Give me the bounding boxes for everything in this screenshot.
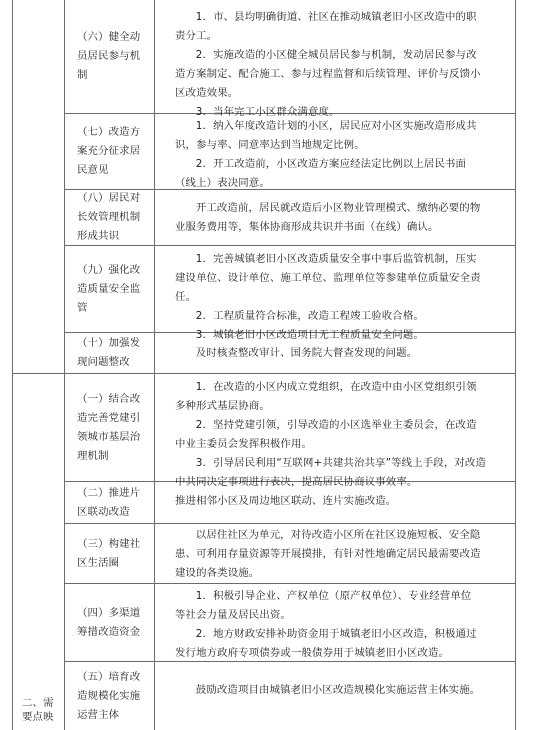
section-label: 二、需 要点映 <box>22 697 54 723</box>
item-content-2-4: 1．积极引导企业、产权单位（原产权单位）、专业经营单位 等社会力量及居民出资。 2．地方财政安排补助资金用于城镇老旧小区改造，积极通过 发行地方政府专项债券或一般债券用于城镇老旧小区改造。 <box>175 590 477 659</box>
table-border-left <box>12 0 13 730</box>
item-label-10: （十）加强发 现问题整改 <box>77 337 141 368</box>
item-label-2-3: （三）构建社 区生活圈 <box>77 537 141 569</box>
item-content-10: 及时核查整改审计、国务院大督查发现的问题。 <box>195 347 418 359</box>
item-content-8: 开工改造前，居民就改造后小区物业管理模式、缴纳必要的物 业服务费用等，集体协商形成共识并书面（在线）确认。 <box>175 202 481 233</box>
item-content-7: 1．纳入年度改造计划的小区，居民应对小区实施改造形成共 识，参与率、同意率达到当地规定比例。 2．开工改造前，小区改造方案应经法定比例以上居民书面 （线上）表决同意。 <box>175 120 477 189</box>
item-content-2-1: 1．在改造的小区内成立党组织，在改造中由小区党组织引领 多种形式基层协商。 2．坚持党建引领，引导改造的小区选举业主委员会，在改造 中业主委员会发挥积极作用。 3．引导居民利用“互联网+共建共治共享”等线上手段，对改造 中共同决定事项进行表决，提高居民协商议事效率。 <box>175 381 486 488</box>
item-label-8: （八）居民对 长效管理机制 形成共识 <box>77 192 141 242</box>
item-label-7: （七）改造方 案充分征求居 民意见 <box>77 126 141 176</box>
item-content-9: 1．完善城镇老旧小区改造质量安全事中事后监管机制，压实 建设单位、设计单位、施工单位、监理单位等参建单位质量安全责 任。 2．工程质量符合标准，改造工程竣工验收合格。 3．城镇老旧小区改造项目无工程质量安全问题。 <box>175 253 481 341</box>
item-content-2-2: 推进相邻小区及周边地区联动、连片实施改造。 <box>175 495 397 507</box>
table-border-right <box>515 0 516 730</box>
item-content-2-3: 以居住社区为单元，对待改造小区所在社区设施短板、安全隐 患、可利用存量资源等开展摸排，有针对性地确定居民最需要改造 建设的各类设施。 <box>175 529 481 579</box>
item-label-2-2: （二）推进片 区联动改造 <box>77 486 141 518</box>
item-content-6: 1．市、县均明确街道、社区在推动城镇老旧小区改造中的职 责分工。 2．实施改造的小区健全城员居民参与机制，发动居民参与改 造方案制定、配合施工、参与过程监督和后续管理、评价与反馈小 区改造效果。 3．当年完工小区群众满意度。 <box>175 11 481 118</box>
item-label-2-5: （五）培育改 造规模化实施 运营主体 <box>77 670 141 721</box>
item-label-2-4: （四）多渠道 筹措改造资金 <box>77 606 141 638</box>
item-label-2-1: （一）结合改 造完善党建引 领城市基层治 理机制 <box>77 392 141 462</box>
item-content-2-5: 鼓励改造项目由城镇老旧小区改造规模化实施运营主体实施。 <box>195 684 481 696</box>
item-label-9: （九）强化改 造质量安全监 管 <box>77 263 141 314</box>
item-label-6: （六）健全动 员居民参与机 制 <box>77 31 141 81</box>
